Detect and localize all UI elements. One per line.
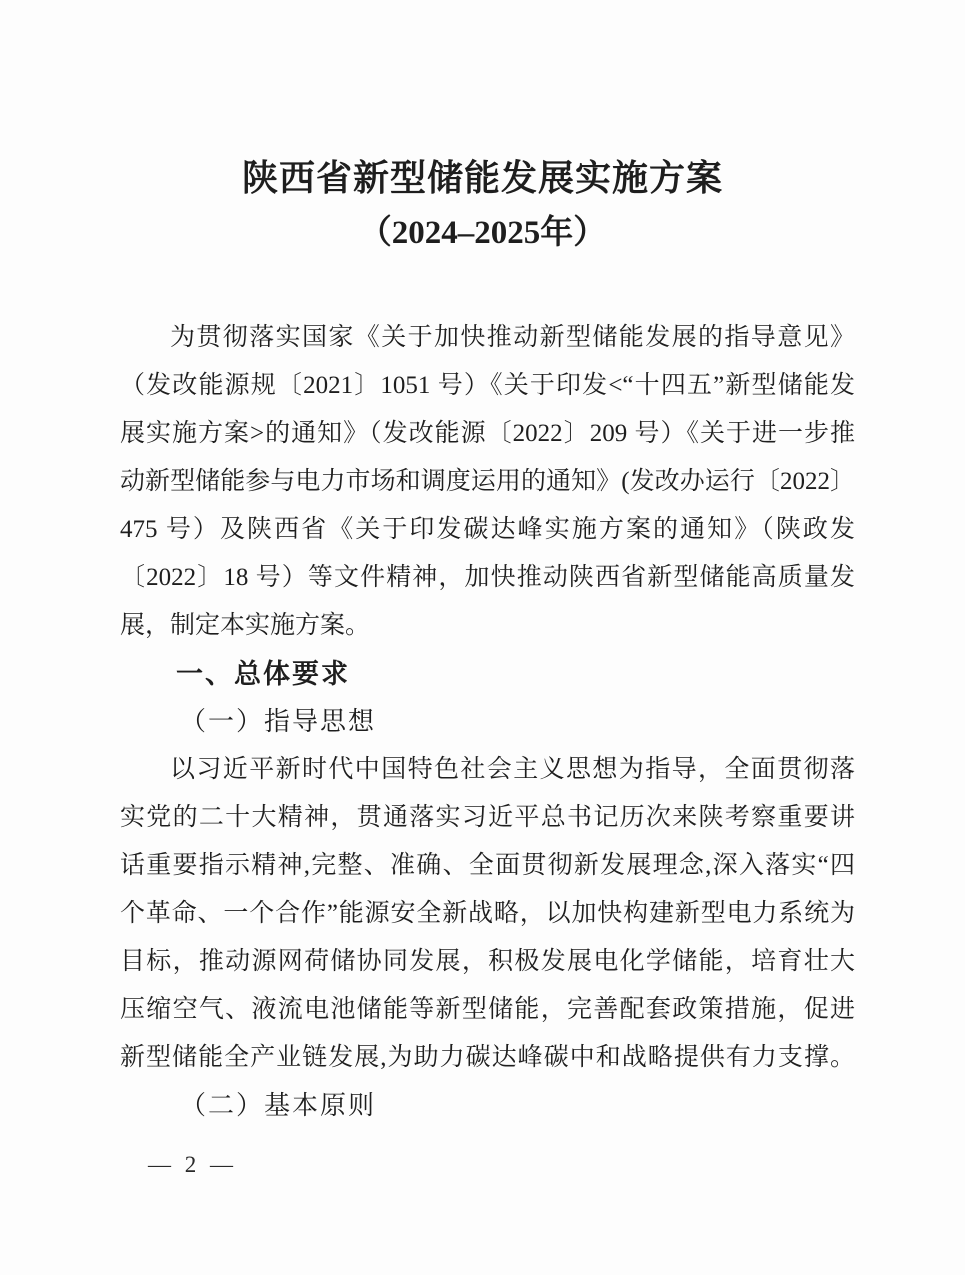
paragraph-line: 新型储能全产业链发展,为助力碳达峰碳中和战略提供有力支撑。	[120, 1044, 855, 1071]
document-body	[120, 314, 855, 1130]
title-line-2: （2024–2025年）	[358, 215, 607, 251]
paragraph-line: 压缩空气、液流电池储能等新型储能，完善配套政策措施，促进	[120, 996, 855, 1023]
paragraph-line: 展实施方案>的通知》（发改能源〔2022〕209 号）《关于进一步推	[120, 420, 855, 447]
paragraph-line: 个革命、一个合作”能源安全新战略，以加快构建新型电力系统为	[120, 900, 855, 927]
paragraph-line: 动新型储能参与电力市场和调度运用的通知》(发改办运行〔2022〕	[120, 468, 855, 495]
paragraph-line: 展，制定本实施方案。	[120, 612, 371, 639]
paragraph-line: （发改能源规〔2021〕1051 号）《关于印发<“十四五”新型储能发	[120, 372, 855, 399]
paragraph-line: 〔2022〕18 号）等文件精神，加快推动陕西省新型储能高质量发	[120, 564, 855, 591]
subsection-heading-1: （一）指导思想	[180, 707, 377, 736]
paragraph-line: 为贯彻落实国家《关于加快推动新型储能发展的指导意见》	[170, 324, 855, 351]
paragraph-line: 475 号）及陕西省《关于印发碳达峰实施方案的通知》（陕政发	[120, 516, 855, 543]
subsection-heading-2: （二）基本原则	[180, 1091, 377, 1120]
paragraph-line: 话重要指示精神,完整、准确、全面贯彻新发展理念,深入落实“四	[120, 852, 855, 879]
document-title	[0, 0, 965, 254]
paragraph-line: 实党的二十大精神，贯通落实习近平总书记历次来陕考察重要讲	[120, 804, 855, 831]
section-heading: 一、总体要求	[176, 659, 350, 689]
paragraph-line: 目标，推动源网荷储协同发展，积极发展电化学储能，培育壮大	[120, 948, 855, 975]
paragraph-line: 以习近平新时代中国特色社会主义思想为指导，全面贯彻落	[170, 756, 855, 783]
title-line-1: 陕西省新型储能发展实施方案	[241, 158, 723, 198]
page-number: — 2 —	[148, 1152, 237, 1177]
